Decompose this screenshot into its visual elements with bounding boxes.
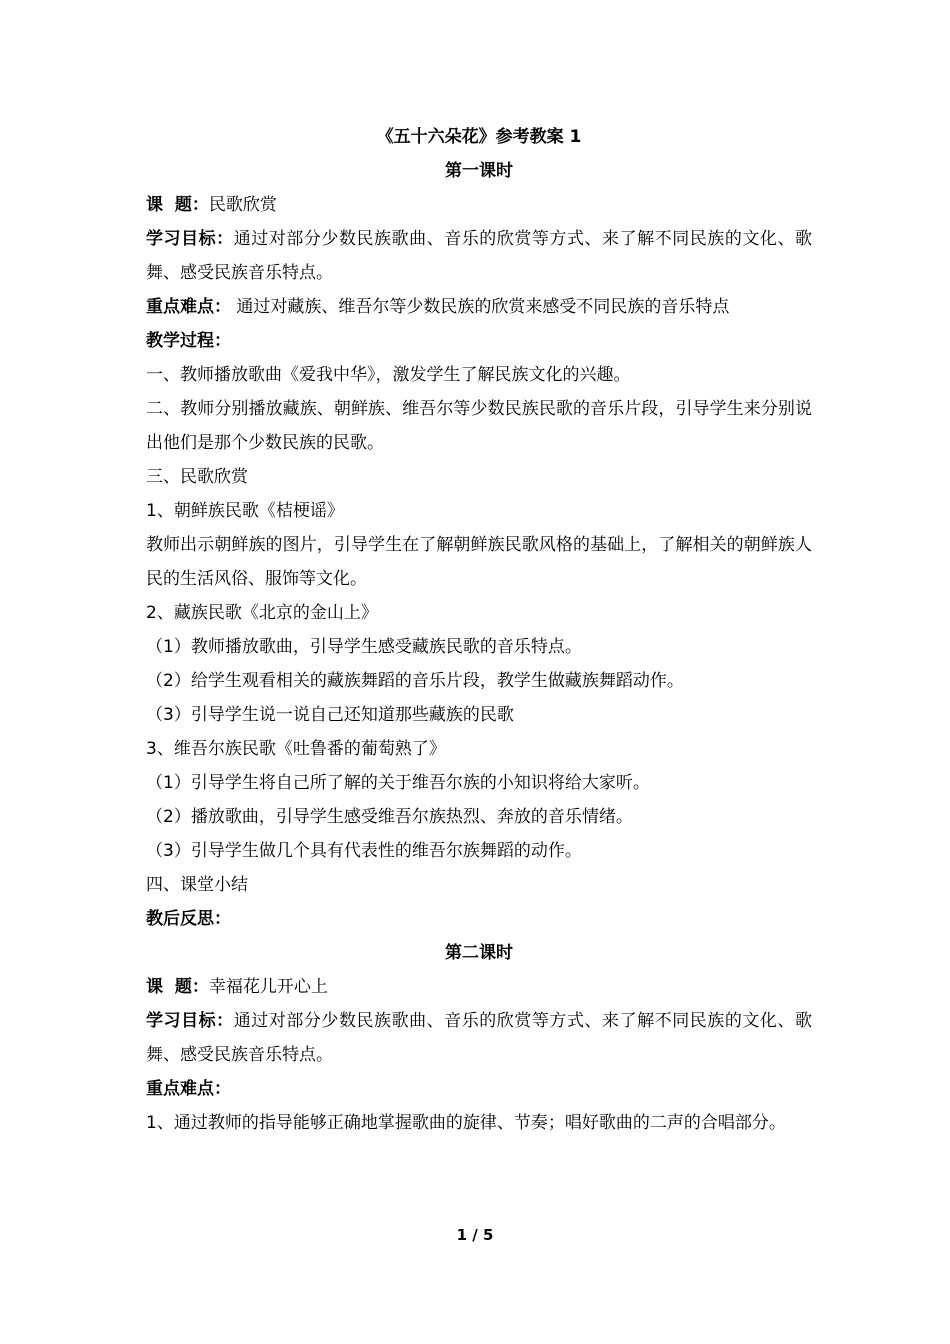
step-2: 二、教师分别播放藏族、朝鲜族、维吾尔等少数民族民歌的音乐片段，引导学生来分别说出他们是那个少数民族的民歌。 xyxy=(146,399,812,453)
song2-item-3: （3）引导学生说一说自己还知道那些藏族的民歌 xyxy=(146,705,514,725)
song1-text: 教师出示朝鲜族的图片，引导学生在了解朝鲜族民歌风格的基础上，了解相关的朝鲜族人民的生活风俗、服饰等文化。 xyxy=(146,535,812,589)
song3-item-1: （1）引导学生将自己所了解的关于维吾尔族的小知识将给大家听。 xyxy=(146,773,650,793)
lesson1-topic xyxy=(146,188,812,222)
goal-label: 学习目标： xyxy=(146,1011,234,1031)
step-3: 三、民歌欣赏 xyxy=(146,467,248,487)
reflection-label: 教后反思： xyxy=(146,909,231,929)
document-title: 《五十六朵花》参考教案 1 xyxy=(376,127,582,147)
lesson2-goal xyxy=(146,1004,812,1072)
lesson2-heading: 第二课时 xyxy=(445,943,513,963)
goal-value: 通过对部分少数民族歌曲、音乐的欣赏等方式、来了解不同民族的文化、歌舞、感受民族音乐特点。 xyxy=(146,1011,812,1065)
lesson1-goal xyxy=(146,222,812,290)
song3-item-3: （3）引导学生做几个具有代表性的维吾尔族舞蹈的动作。 xyxy=(146,841,582,861)
process-label: 教学过程： xyxy=(146,331,231,351)
topic-value: 幸福花儿开心上 xyxy=(208,977,328,997)
lesson1-heading: 第一课时 xyxy=(445,161,513,181)
lesson1-key-points xyxy=(146,290,812,324)
key-label: 重点难点： xyxy=(146,297,231,317)
lesson2-topic xyxy=(146,970,812,1004)
step-4: 四、课堂小结 xyxy=(146,875,248,895)
song2-item-2: （2）给学生观看相关的藏族舞蹈的音乐片段，教学生做藏族舞蹈动作。 xyxy=(146,671,684,691)
song1-title: 1、朝鲜族民歌《桔梗谣》 xyxy=(146,501,344,521)
document-body xyxy=(146,120,812,1140)
step-1: 一、教师播放歌曲《爱我中华》，激发学生了解民族文化的兴趣。 xyxy=(146,365,631,385)
key-value: 通过对藏族、维吾尔等少数民族的欣赏来感受不同民族的音乐特点 xyxy=(231,297,730,317)
goal-value: 通过对部分少数民族歌曲、音乐的欣赏等方式、来了解不同民族的文化、歌舞、感受民族音乐特点。 xyxy=(146,229,812,283)
song3-item-2: （2）播放歌曲，引导学生感受维吾尔族热烈、奔放的音乐情绪。 xyxy=(146,807,633,827)
song2-item-1: （1）教师播放歌曲，引导学生感受藏族民歌的音乐特点。 xyxy=(146,637,582,657)
topic-label: 课 题： xyxy=(146,195,209,215)
page-number: 1 / 5 xyxy=(456,1226,494,1244)
topic-label: 课 题： xyxy=(146,977,209,997)
song3-title: 3、维吾尔族民歌《吐鲁番的葡萄熟了》 xyxy=(146,739,446,759)
goal-label: 学习目标： xyxy=(146,229,234,249)
lesson2-key-label: 重点难点： xyxy=(146,1079,231,1099)
lesson2-key-1: 1、通过教师的指导能够正确地掌握歌曲的旋律、节奏；唱好歌曲的二声的合唱部分。 xyxy=(146,1113,786,1133)
song2-title: 2、藏族民歌《北京的金山上》 xyxy=(146,603,378,623)
topic-value: 民歌欣赏 xyxy=(208,195,277,215)
